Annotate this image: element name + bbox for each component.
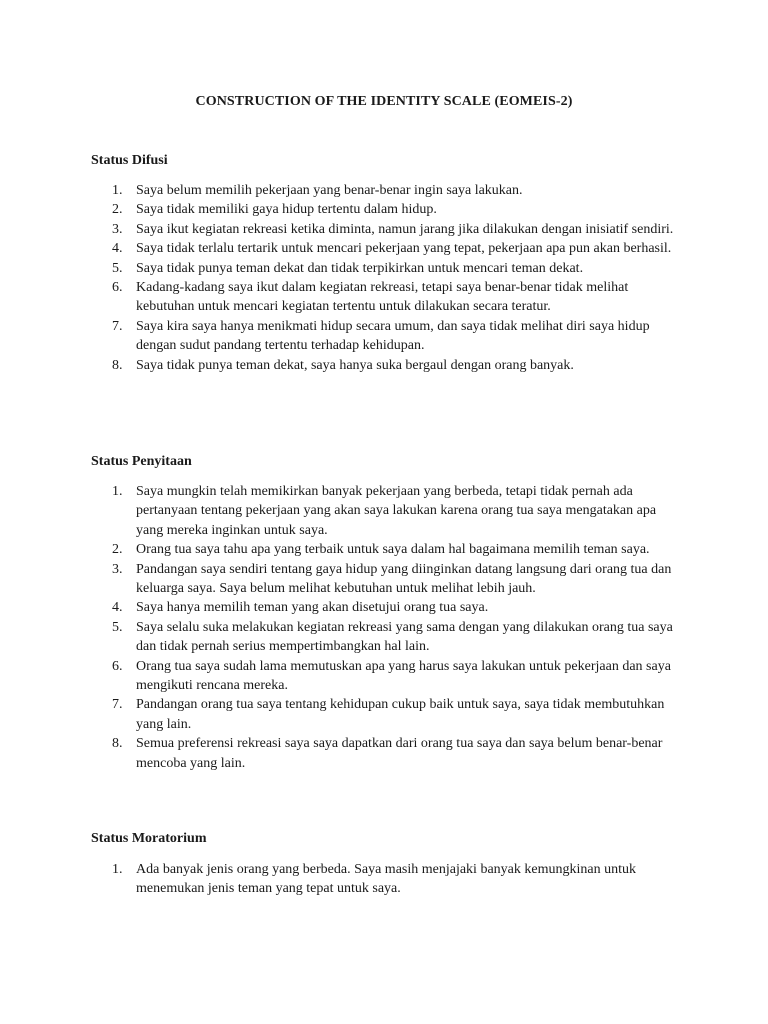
item-number: 1. (112, 862, 123, 877)
list-item: 5. Saya selalu suka melakukan kegiatan rekreasi yang sama dengan yang dilakukan orang tua saya dan tidak pernah serius mempertimbangkan hal lain. (112, 619, 673, 655)
list-item: 3. Saya ikut kegiatan rekreasi ketika diminta, namun jarang jika dilakukan dengan inisiatif sendiri. (91, 220, 681, 239)
list-item: 5. Saya tidak punya teman dekat dan tidak terpikirkan untuk mencari teman dekat. (91, 259, 681, 278)
item-number: 3. (112, 561, 123, 577)
item-number: 5. (112, 260, 123, 276)
item-number: 2. (112, 542, 123, 558)
item-number: 6. (112, 280, 123, 296)
list-item: 8. Saya tidak punya teman dekat, saya hanya suka bergaul dengan orang banyak. (91, 356, 681, 375)
section-heading-moratorium: Status Moratorium (91, 831, 207, 846)
item-number: 4. (112, 600, 123, 616)
list-item: 6. Kadang-kadang saya ikut dalam kegiatan rekreasi, tetapi saya benar-benar tidak melihat kebutuhan untuk mencari kegiatan tertentu untuk dilakukan secara teratur. (112, 280, 629, 315)
section-list-penyitaan (91, 482, 681, 773)
section-list-moratorium (91, 860, 681, 899)
item-number: 7. (112, 697, 123, 713)
item-number: 4. (112, 241, 123, 257)
section-heading-penyitaan: Status Penyitaan (91, 454, 192, 469)
item-number: 1. (112, 183, 123, 198)
list-item: 1. Saya mungkin telah memikirkan banyak pekerjaan yang berbeda, tetapi tidak pernah ada pertanyaan tentang pekerjaan yang akan saya lakukan karena orang tua saya mengatakan apa yang mereka inginkan untuk saya. (112, 484, 657, 538)
list-item: 2. Orang tua saya tahu apa yang terbaik untuk saya dalam hal bagaimana memilih teman saya. (91, 540, 681, 559)
list-item: 2. Saya tidak memiliki gaya hidup tertentu dalam hidup. (91, 200, 681, 219)
document-title: CONSTRUCTION OF THE IDENTITY SCALE (EOMEIS-2) (195, 94, 573, 109)
item-number: 8. (112, 736, 123, 752)
item-number: 7. (112, 318, 123, 334)
list-item: 4. Saya tidak terlalu tertarik untuk mencari pekerjaan yang tepat, pekerjaan apa pun akan berhasil. (91, 239, 681, 258)
item-number: 8. (112, 357, 123, 373)
list-item: 1. Ada banyak jenis orang yang berbeda. Saya masih menjajaki banyak kemungkinan untuk menemukan jenis teman yang tepat untuk saya. (112, 862, 636, 897)
list-item: 6. Orang tua saya sudah lama memutuskan apa yang harus saya lakukan untuk pekerjaan dan saya mengikuti rencana mereka. (112, 658, 671, 694)
list-item: 3. Pandangan saya sendiri tentang gaya hidup yang diinginkan datang langsung dari orang tua dan keluarga saya. Saya belum melihat kebutuhan untuk melihat lebih jauh. (112, 561, 672, 597)
list-item: 1. Saya belum memilih pekerjaan yang benar-benar ingin saya lakukan. (91, 181, 681, 200)
list-item: 7. Pandangan orang tua saya tentang kehidupan cukup baik untuk saya, saya tidak membutuhkan yang lain. (112, 697, 665, 732)
list-item: 7. Saya kira saya hanya menikmati hidup secara umum, dan saya tidak melihat diri saya hidup dengan sudut pandang tertentu terhadap kehidupan. (112, 318, 650, 354)
item-number: 2. (112, 202, 123, 218)
item-number: 1. (112, 484, 123, 499)
item-number: 5. (112, 619, 123, 635)
item-number: 3. (112, 221, 123, 237)
section-heading-difusi: Status Difusi (91, 153, 168, 168)
list-item: 8. Semua preferensi rekreasi saya saya dapatkan dari orang tua saya dan saya belum benar-benar mencoba yang lain. (112, 736, 663, 771)
list-item: 4. Saya hanya memilih teman yang akan disetujui orang tua saya. (91, 598, 681, 617)
section-list-difusi (91, 181, 681, 375)
item-number: 6. (112, 658, 123, 674)
